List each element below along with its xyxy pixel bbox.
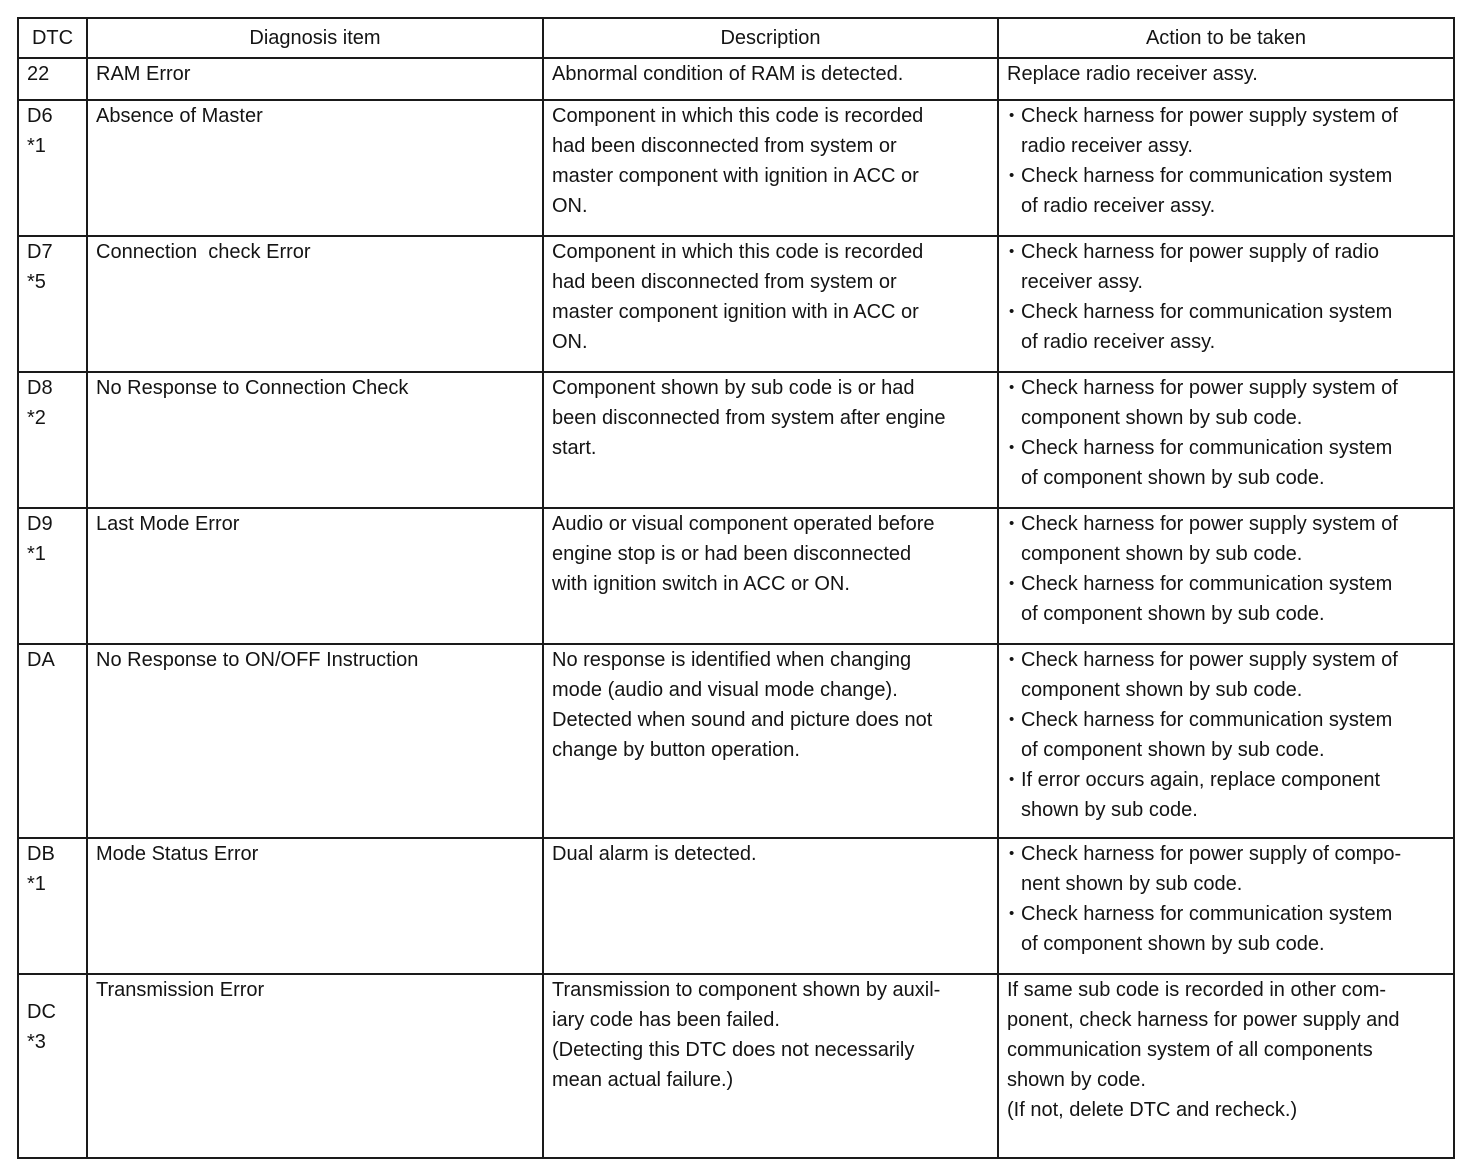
description-line: mean actual failure.) [552,1069,734,1091]
description-cell [543,58,998,100]
action-cell [998,644,1454,838]
action-line: • If error occurs again, replace component [1021,769,1381,791]
diagnosis-item-cell [87,974,543,1158]
description-cell [543,372,998,508]
diagnosis-item-cell [87,236,543,372]
diagnosis-item-cell [87,372,543,508]
diagnosis-item: RAM Error [96,63,191,85]
description-line: Detected when sound and picture does not [552,709,933,731]
description-cell [543,508,998,644]
action-list-item [1007,839,1445,899]
action-list-item [1007,297,1445,357]
table-row [18,236,1454,372]
diagnosis-item: Transmission Error [96,979,265,1001]
header-description: Description [543,18,998,58]
diagnosis-item-cell [87,508,543,644]
description-cell [543,974,998,1158]
dtc-note: *2 [27,407,46,429]
description-line: No response is identified when changing [552,649,912,671]
diagnosis-item: No Response to ON/OFF Instruction [96,649,419,671]
dtc-table [17,17,1455,1159]
description-line: change by button operation. [552,739,800,761]
description-line: had been disconnected from system or [552,135,897,157]
action-list [1007,237,1445,357]
action-line: component shown by sub code. [1021,407,1303,429]
dtc-code-cell [18,100,87,236]
diagnosis-item-cell [87,838,543,974]
action-list [1007,645,1445,825]
description-line: master component with ignition in ACC or [552,165,919,187]
action-line: of radio receiver assy. [1021,195,1216,217]
diagnosis-item: No Response to Connection Check [96,377,409,399]
action-list [1007,373,1445,493]
description-line: (Detecting this DTC does not necessarily [552,1039,915,1061]
dtc-code: D8 [27,377,53,399]
dtc-code-cell [18,372,87,508]
dtc-note: *5 [27,271,46,293]
action-line: shown by code. [1007,1069,1146,1091]
action-line: • Check harness for power supply of radio [1021,241,1379,263]
action-list-item [1007,705,1445,765]
description-line: Audio or visual component operated before [552,513,935,535]
description-cell [543,644,998,838]
action-list-item [1007,765,1445,825]
diagnosis-item-cell [87,58,543,100]
description-line: master component ignition with in ACC or [552,301,919,323]
table-row [18,508,1454,644]
description-line: been disconnected from system after engine [552,407,946,429]
diagnosis-item-cell [87,100,543,236]
dtc-code-cell [18,838,87,974]
description-line: ON. [552,331,588,353]
dtc-code: DB [27,843,55,865]
dtc-code: D9 [27,513,53,535]
action-list-item [1007,645,1445,705]
diagnosis-item: Last Mode Error [96,513,240,535]
action-line: of component shown by sub code. [1021,739,1325,761]
description-line: Abnormal condition of RAM is detected. [552,63,904,85]
description-line: Component shown by sub code is or had [552,377,915,399]
table-body [18,58,1454,1158]
action-line: • Check harness for power supply of compo- [1021,843,1402,865]
action-line: • Check harness for power supply system of [1021,513,1398,535]
dtc-code: D7 [27,241,53,263]
dtc-code-cell [18,508,87,644]
description-line: iary code has been failed. [552,1009,780,1031]
action-line: of component shown by sub code. [1021,603,1325,625]
description-line: Dual alarm is detected. [552,843,757,865]
diagnosis-item: Mode Status Error [96,843,259,865]
action-cell [998,838,1454,974]
table-row [18,644,1454,838]
dtc-note: *1 [27,543,46,565]
action-line: radio receiver assy. [1021,135,1193,157]
dtc-code-cell [18,58,87,100]
dtc-code: DC [27,1001,56,1023]
dtc-code: 22 [27,63,50,85]
dtc-code-cell [18,236,87,372]
action-line: communication system of all components [1007,1039,1373,1061]
description-cell [543,236,998,372]
header-action: Action to be taken [998,18,1454,58]
description-line: engine stop is or had been disconnected [552,543,912,565]
table-row [18,100,1454,236]
action-list-item [1007,433,1445,493]
action-list [1007,509,1445,629]
table-row [18,974,1454,1158]
dtc-note: *1 [27,873,46,895]
action-line: shown by sub code. [1021,799,1198,821]
description-line: had been disconnected from system or [552,271,897,293]
action-line: component shown by sub code. [1021,679,1303,701]
table-row [18,372,1454,508]
action-line: • Check harness for communication system [1021,301,1393,323]
action-list-item [1007,237,1445,297]
action-cell [998,100,1454,236]
diagnosis-item: Absence of Master [96,105,263,127]
action-line: • Check harness for communication system [1021,437,1393,459]
dtc-code: D6 [27,105,53,127]
action-cell [998,58,1454,100]
description-line: start. [552,437,597,459]
description-line: Transmission to component shown by auxil- [552,979,941,1001]
table-row [18,58,1454,100]
description-line: with ignition switch in ACC or ON. [552,573,850,595]
action-list [1007,101,1445,221]
action-line: Replace radio receiver assy. [1007,63,1258,85]
action-line: of radio receiver assy. [1021,331,1216,353]
description-line: ON. [552,195,588,217]
action-list-item [1007,509,1445,569]
action-cell [998,508,1454,644]
action-list-item [1007,569,1445,629]
dtc-code-cell [18,644,87,838]
table-header-row [18,18,1454,58]
action-line: (If not, delete DTC and recheck.) [1007,1099,1298,1121]
table-row [18,838,1454,974]
diagnosis-item: Connection check Error [96,241,311,263]
diagnosis-item-cell [87,644,543,838]
dtc-code-cell [18,974,87,1158]
description-line: Component in which this code is recorded [552,241,924,263]
dtc-note: *1 [27,135,46,157]
action-line: If same sub code is recorded in other com- [1007,979,1387,1001]
action-line: component shown by sub code. [1021,543,1303,565]
action-line: of component shown by sub code. [1021,467,1325,489]
action-line: • Check harness for communication system [1021,709,1393,731]
action-cell [998,236,1454,372]
action-line: receiver assy. [1021,271,1143,293]
header-dtc: DTC [18,18,87,58]
action-list-item [1007,373,1445,433]
action-line: ponent, check harness for power supply and [1007,1009,1400,1031]
action-list-item [1007,161,1445,221]
description-line: mode (audio and visual mode change). [552,679,898,701]
action-list-item [1007,899,1445,959]
action-line: • Check harness for power supply system of [1021,377,1398,399]
header-diagnosis-item: Diagnosis item [87,18,543,58]
description-line: Component in which this code is recorded [552,105,924,127]
dtc-note: *3 [27,1031,46,1053]
action-list-item [1007,101,1445,161]
description-cell [543,838,998,974]
action-list [1007,839,1445,959]
action-line: nent shown by sub code. [1021,873,1243,895]
action-line: • Check harness for power supply system of [1021,649,1398,671]
action-line: • Check harness for power supply system of [1021,105,1398,127]
description-cell [543,100,998,236]
action-line: of component shown by sub code. [1021,933,1325,955]
action-cell [998,372,1454,508]
action-cell [998,974,1454,1158]
action-line: • Check harness for communication system [1021,903,1393,925]
action-line: • Check harness for communication system [1021,165,1393,187]
dtc-code: DA [27,649,55,671]
action-line: • Check harness for communication system [1021,573,1393,595]
